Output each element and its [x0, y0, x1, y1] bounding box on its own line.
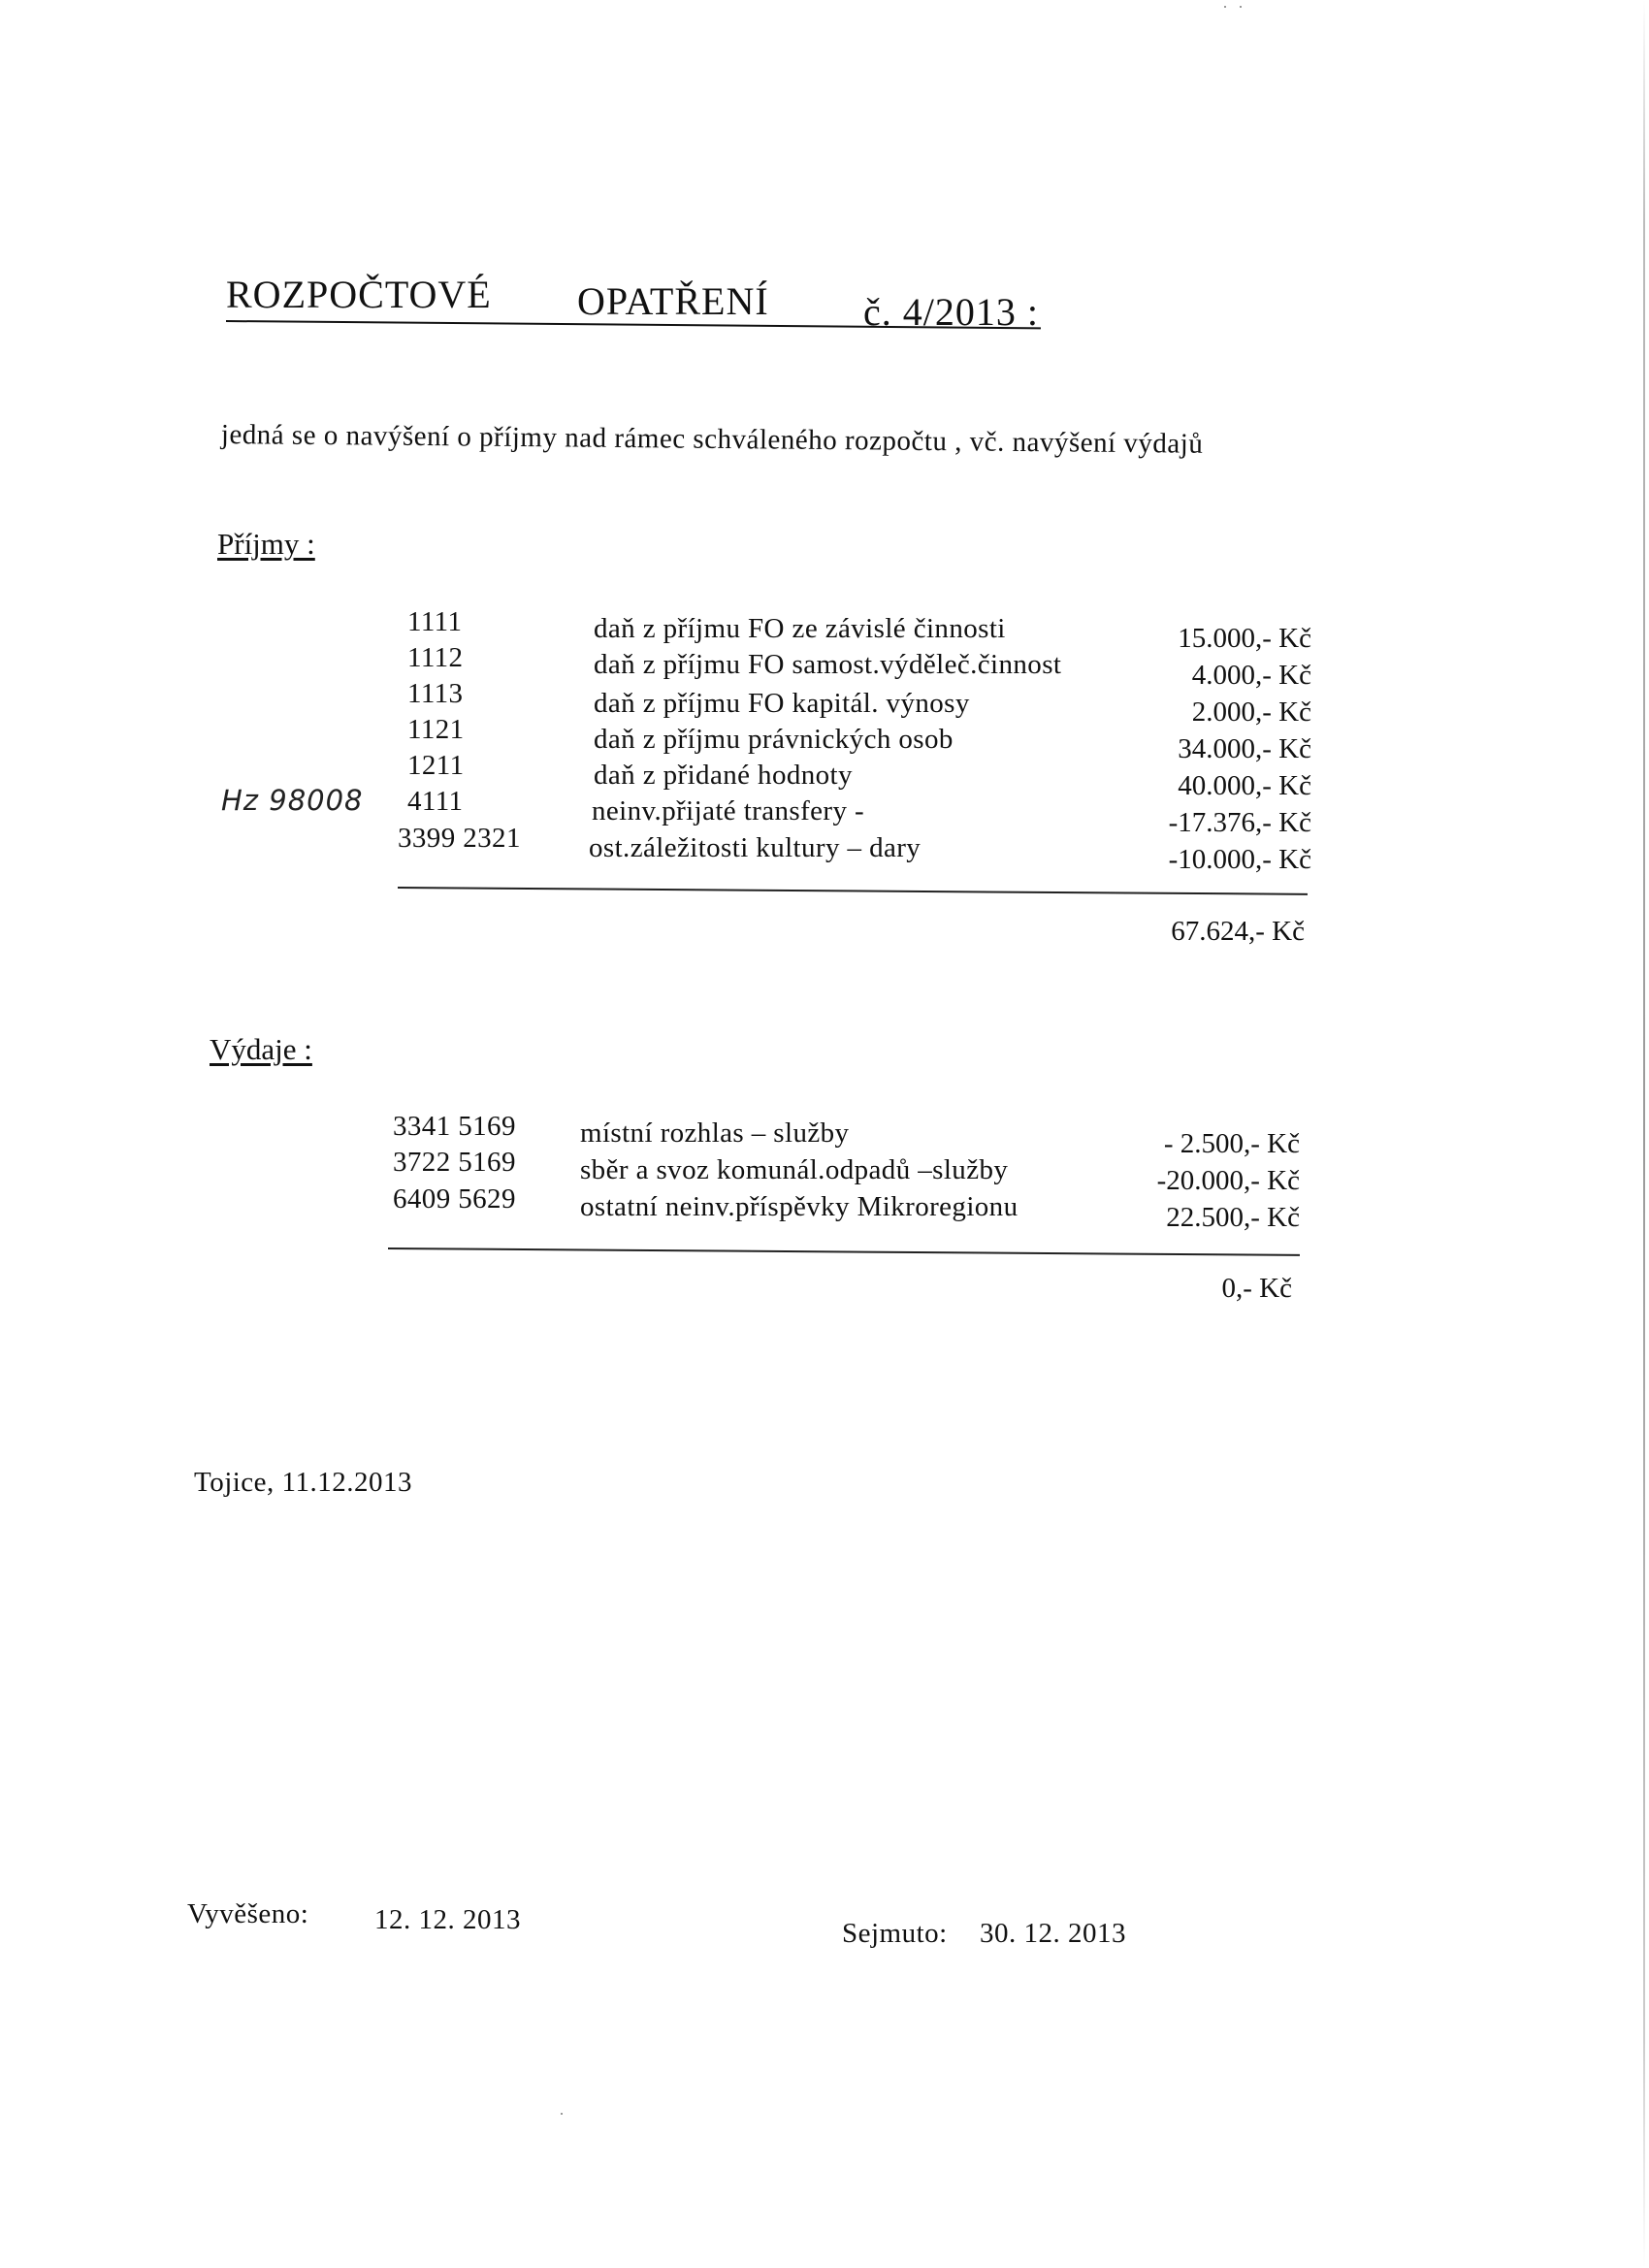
expenses-label: Výdaje :: [210, 1032, 312, 1066]
income-text: neinv.přijaté transfery -: [592, 795, 865, 826]
posted-date: 12. 12. 2013: [374, 1904, 521, 1935]
income-label: Příjmy :: [217, 527, 315, 561]
income-amount: 4.000,- Kč: [1191, 660, 1311, 691]
expense-code: 6409 5629: [393, 1183, 516, 1215]
income-code: 1211: [407, 750, 465, 781]
income-code: 1121: [407, 714, 465, 745]
income-amount: 34.000,- Kč: [1178, 733, 1311, 764]
income-text: daň z příjmu FO ze závislé činnosti: [594, 613, 1006, 644]
expense-amount: 22.500,- Kč: [1166, 1202, 1300, 1233]
income-text: daň z příjmu FO kapitál. výnosy: [594, 688, 970, 719]
removed-date: 30. 12. 2013: [980, 1918, 1126, 1949]
title-part-3: č. 4/2013 :: [863, 290, 1039, 334]
income-code: 1111: [407, 606, 463, 637]
income-amount: 15.000,- Kč: [1178, 623, 1311, 654]
income-code: 1113: [407, 678, 464, 709]
expense-code: 3341 5169: [393, 1111, 516, 1142]
scan-speck: [1224, 6, 1226, 8]
income-total: 67.624,- Kč: [1171, 916, 1305, 947]
title-part-1: ROZPOČTOVÉ: [226, 273, 492, 316]
scan-speck: [1240, 6, 1242, 8]
income-amount: -17.376,- Kč: [1168, 807, 1311, 838]
expense-text: sběr a svoz komunál.odpadů –služby: [580, 1154, 1009, 1185]
removed-label: Sejmuto:: [842, 1918, 948, 1949]
handwritten-note: Hz 98008: [221, 784, 364, 817]
income-amount: 40.000,- Kč: [1178, 770, 1311, 801]
income-code: 1112: [407, 642, 464, 673]
income-amount: 2.000,- Kč: [1191, 697, 1311, 728]
intro-text: jedná se o navýšení o příjmy nad rámec schváleného rozpočtu , vč. navýšení výdajů: [220, 419, 1204, 460]
income-code: 3399 2321: [398, 823, 521, 854]
expense-amount: - 2.500,- Kč: [1163, 1128, 1300, 1159]
scan-speck: [561, 2113, 563, 2115]
income-total-rule: [398, 887, 1308, 895]
posted-label: Vyvěšeno:: [187, 1898, 309, 1929]
income-text: ost.záležitosti kultury – dary: [589, 832, 922, 863]
expenses-total: 0,- Kč: [1221, 1273, 1292, 1304]
place-date: Tojice, 11.12.2013: [194, 1467, 412, 1498]
expense-text: místní rozhlas – služby: [580, 1118, 850, 1149]
expense-code: 3722 5169: [393, 1147, 516, 1178]
expense-amount: -20.000,- Kč: [1156, 1165, 1300, 1196]
expenses-total-rule: [388, 1247, 1300, 1256]
income-code: 4111: [407, 786, 464, 817]
income-text: daň z příjmu právnických osob: [594, 724, 954, 755]
income-amount: -10.000,- Kč: [1168, 844, 1311, 875]
income-text: daň z přidané hodnoty: [594, 760, 853, 791]
expense-text: ostatní neinv.příspěvky Mikroregionu: [580, 1191, 1018, 1222]
income-text: daň z příjmu FO samost.výděleč.činnost: [594, 649, 1062, 680]
title-part-2: OPATŘENÍ: [577, 279, 769, 323]
scan-edge-line: [1643, 0, 1645, 2268]
